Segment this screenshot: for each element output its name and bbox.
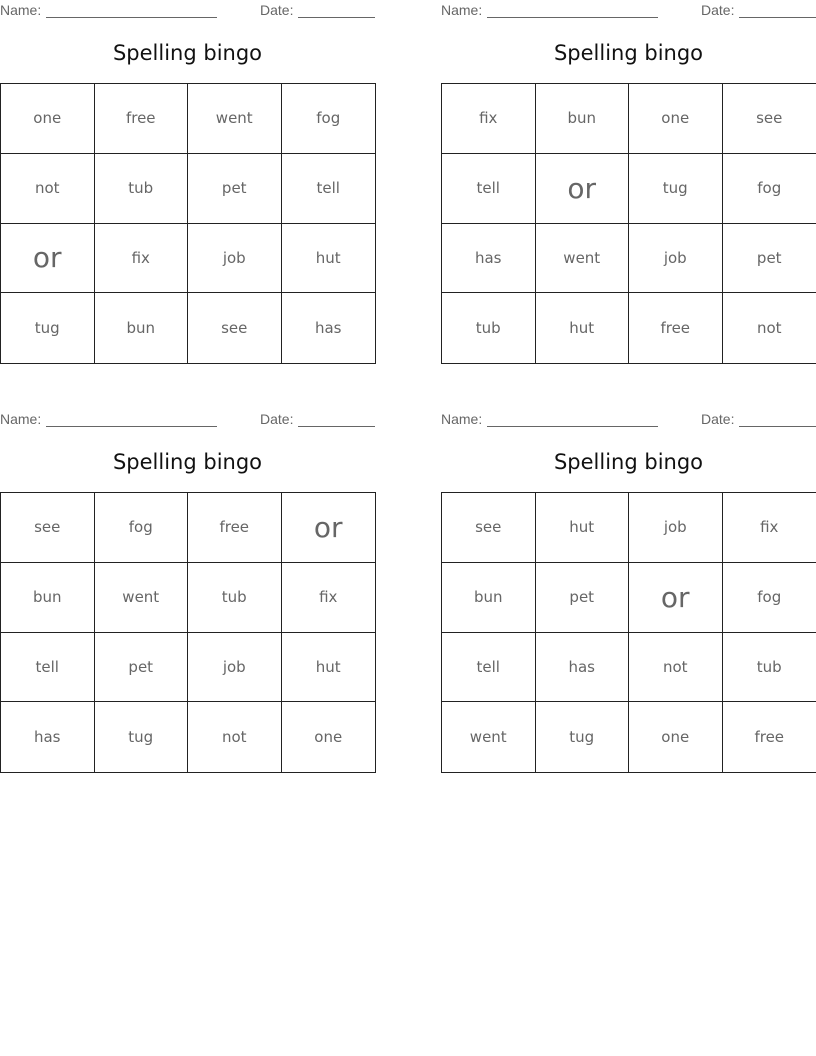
card-title: Spelling bingo (112, 450, 263, 474)
date-label: Date: (701, 411, 735, 427)
bingo-cell: or (629, 563, 723, 633)
bingo-cell: see (723, 84, 816, 154)
bingo-cell: job (629, 224, 723, 294)
date-line (739, 426, 816, 427)
bingo-cell: not (756, 319, 782, 338)
bingo-cell: fog (282, 84, 376, 154)
bingo-cell: tub (442, 293, 536, 363)
name-date-header (441, 411, 816, 429)
bingo-cell: or (1, 224, 95, 294)
bingo-cell: fix (282, 563, 376, 633)
bingo-cell: has (1, 702, 95, 772)
date-line (298, 426, 375, 427)
bingo-cell: hut (282, 633, 376, 703)
bingo-cell: hut (282, 224, 376, 294)
bingo-cell: went (188, 84, 282, 154)
bingo-cell: tug (1, 293, 95, 363)
bingo-grid (0, 492, 376, 773)
bingo-cell: see (442, 493, 536, 563)
bingo-grid (441, 83, 816, 364)
date-label: Date: (701, 2, 735, 18)
name-line (487, 426, 658, 427)
bingo-cell: bun (536, 84, 630, 154)
bingo-cell: tub (95, 154, 189, 224)
name-label: Name: (441, 411, 483, 427)
date-line (739, 17, 816, 18)
bingo-cell: tell (282, 154, 376, 224)
bingo-cell: see (188, 293, 282, 363)
bingo-grid (0, 83, 376, 364)
bingo-cell: pet (723, 224, 816, 294)
bingo-cell: tug (536, 702, 630, 772)
bingo-cell: went (536, 224, 630, 294)
bingo-cell: tell (1, 633, 95, 703)
bingo-cell: has (314, 319, 342, 338)
name-date-header (0, 411, 375, 429)
bingo-cell: pet (95, 633, 189, 703)
bingo-cell: free (629, 293, 723, 363)
bingo-cell: fog (95, 493, 189, 563)
bingo-cell: has (442, 224, 536, 294)
bingo-cell: one (1, 84, 95, 154)
name-line (46, 426, 217, 427)
bingo-card (0, 0, 375, 365)
bingo-cell: bun (442, 563, 536, 633)
bingo-cell: one (314, 728, 343, 747)
name-date-header (441, 2, 816, 20)
card-title: Spelling bingo (112, 41, 263, 65)
name-line (487, 17, 658, 18)
bingo-cell: hut (536, 293, 630, 363)
name-label: Name: (0, 2, 42, 18)
bingo-cell: not (188, 702, 282, 772)
name-label: Name: (0, 411, 42, 427)
bingo-cell: fix (442, 84, 536, 154)
name-date-header (0, 2, 375, 20)
bingo-cell: went (95, 563, 189, 633)
bingo-cell: job (188, 224, 282, 294)
bingo-cell: one (629, 702, 723, 772)
bingo-cell: pet (536, 563, 630, 633)
bingo-card (441, 0, 816, 365)
bingo-cell: tell (442, 154, 536, 224)
bingo-cell: fog (723, 563, 816, 633)
bingo-grid (441, 492, 816, 773)
date-line (298, 17, 375, 18)
bingo-cell: went (442, 702, 536, 772)
bingo-cell: tug (629, 154, 723, 224)
bingo-cell: job (188, 633, 282, 703)
bingo-card (441, 409, 816, 774)
card-title: Spelling bingo (553, 450, 704, 474)
bingo-cell: hut (536, 493, 630, 563)
bingo-cell: fog (723, 154, 816, 224)
date-label: Date: (260, 411, 294, 427)
bingo-cell: free (95, 84, 189, 154)
bingo-cell: fix (723, 493, 816, 563)
bingo-cell: not (1, 154, 95, 224)
bingo-cell: bun (95, 293, 189, 363)
bingo-cell: tub (188, 563, 282, 633)
bingo-cell: free (754, 728, 785, 747)
bingo-cell: one (629, 84, 723, 154)
bingo-cell: pet (188, 154, 282, 224)
bingo-cell: has (536, 633, 630, 703)
bingo-cell: free (188, 493, 282, 563)
bingo-cell: tell (442, 633, 536, 703)
bingo-cell: bun (1, 563, 95, 633)
name-label: Name: (441, 2, 483, 18)
bingo-cell: or (536, 154, 630, 224)
bingo-cell: see (1, 493, 95, 563)
bingo-card (0, 409, 375, 774)
card-title: Spelling bingo (553, 41, 704, 65)
name-line (46, 17, 217, 18)
bingo-cell: tub (723, 633, 816, 703)
bingo-cell: tug (95, 702, 189, 772)
bingo-cell: fix (95, 224, 189, 294)
bingo-cell: job (629, 493, 723, 563)
bingo-cell: not (629, 633, 723, 703)
date-label: Date: (260, 2, 294, 18)
bingo-cell: or (282, 493, 376, 563)
